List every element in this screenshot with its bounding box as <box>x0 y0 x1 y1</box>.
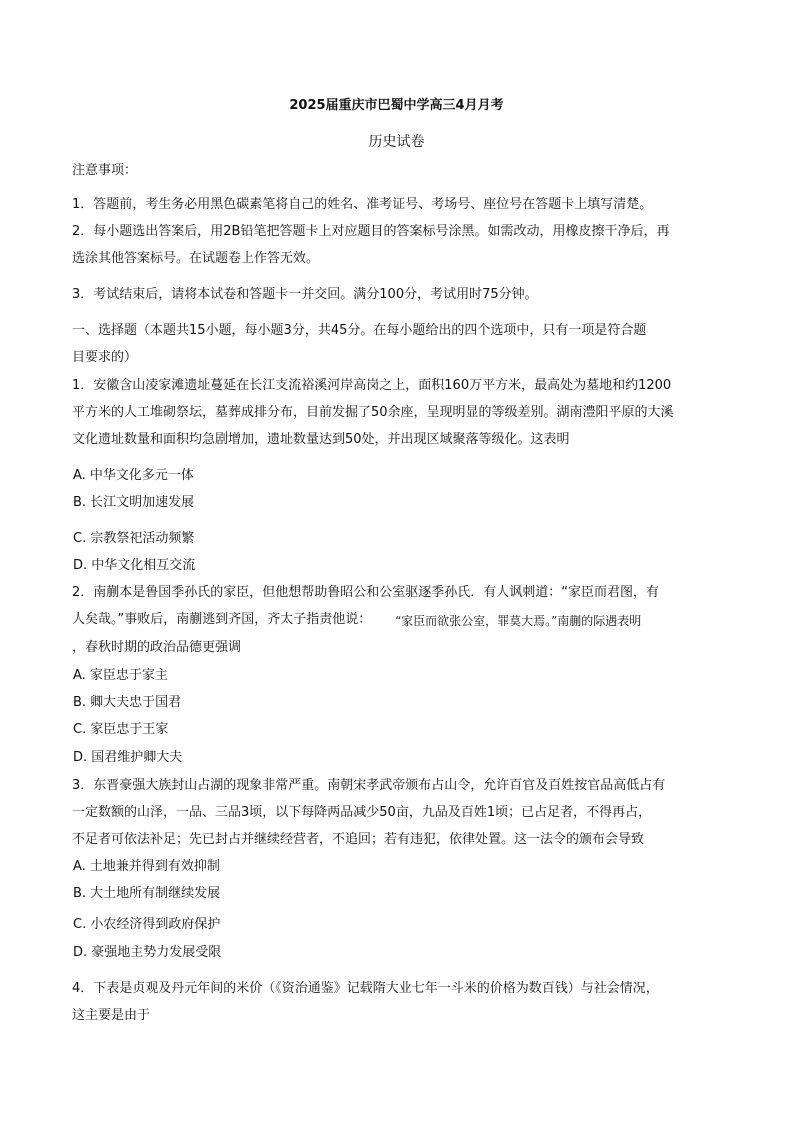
question-1-text: 平方米的人工堆砌祭坛，墓葬成排分布，目前发掘了50余座，呈现明显的等级差别。湖南澧阳平原的大溪 <box>72 405 674 420</box>
question-1-option-c: C. 宗教祭祀活动频繁 <box>73 531 195 546</box>
question-3-option-b: B. 大土地所有制继续发展 <box>73 886 221 901</box>
question-3-option-d: D. 豪强地主势力发展受限 <box>73 945 222 960</box>
question-2-text: 2．南蒯本是鲁国季孙氏的家臣，但他想帮助鲁昭公和公室驱逐季孙氏．有人讽刺道：“家臣而君图，有 <box>72 585 660 600</box>
notice-item: 1．答题前，考生务必用黑色碳素笔将自己的姓名、准考证号、考场号、座位号在答题卡上填写清楚。 <box>72 197 653 212</box>
question-2-text: ，春秋时期的政治品德更强调 <box>72 640 242 655</box>
question-2-text: 人矣哉。”事败后，南蒯逃到齐国，齐太子指责他说： <box>72 612 372 627</box>
question-2-option-a: A. 家臣忠于家主 <box>73 668 168 683</box>
question-1-option-b: B. 长江文明加速发展 <box>73 495 195 510</box>
notice-heading: 注意事项： <box>72 163 138 178</box>
question-2-quote: “家臣而欲张公室，罪莫大焉。”南蒯的际遇表明 <box>395 614 642 628</box>
section-heading-cont: 目要求的） <box>72 350 138 365</box>
question-4-text: 这主要是由于 <box>72 1008 151 1023</box>
notice-item: 选涂其他答案标号。在试题卷上作答无效。 <box>72 251 320 266</box>
question-3-text: 不足者可依法补足；先已封占并继续经营者，不追回；若有违犯，依律处置。这一法令的颁布会导致 <box>72 832 645 847</box>
notice-item: 3．考试结束后，请将本试卷和答题卡一并交回。满分100分，考试用时75分钟。 <box>72 287 538 302</box>
question-1-option-a: A. 中华文化多元一体 <box>73 468 194 483</box>
question-1-text: 文化遗址数量和面积均急剧增加，遗址数量达到50处，并出现区域聚落等级化。这表明 <box>72 432 570 447</box>
question-2-option-d: D. 国君维护卿大夫 <box>73 750 183 765</box>
notice-item: 2．每小题选出答案后，用2B铅笔把答题卡上对应题目的答案标号涂黑。如需改动，用橡皮擦干净后，再 <box>72 224 670 239</box>
question-3-option-c: C. 小农经济得到政府保护 <box>73 917 221 932</box>
question-2-option-c: C. 家臣忠于王家 <box>73 722 169 737</box>
question-2-option-b: B. 卿大夫忠于国君 <box>73 695 182 710</box>
question-3-text: 一定数额的山泽，一品、三品3顷，以下每降两品减少50亩，九品及百姓1顷；已占足者，不得再占， <box>72 805 652 820</box>
section-heading: 一、选择题（本题共15小题，每小题3分，共45分。在每小题给出的四个选项中，只有一项是符合题 <box>72 323 647 338</box>
question-1-option-d: D. 中华文化相互交流 <box>73 558 196 573</box>
exam-subject: 历史试卷 <box>368 134 425 150</box>
question-4-text: 4．下表是贞观及丹元年间的米价（《资治通鉴》记载隋大业七年一斗米的价格为数百钱）与社会情况， <box>72 981 659 996</box>
exam-title: 2025届重庆市巴蜀中学高三4月月考 <box>289 98 504 113</box>
question-1-text: 1．安徽含山凌家滩遗址蔓延在长江支流裕溪河岸高岗之上，面积160万平方米，最高处为墓地和约1200 <box>72 378 672 393</box>
question-3-option-a: A. 土地兼并得到有效抑制 <box>73 859 220 874</box>
question-3-text: 3．东晋豪强大族封山占湖的现象非常严重。南朝宋孝武帝颁布占山令，允许百官及百姓按官品高低占有 <box>72 778 666 793</box>
